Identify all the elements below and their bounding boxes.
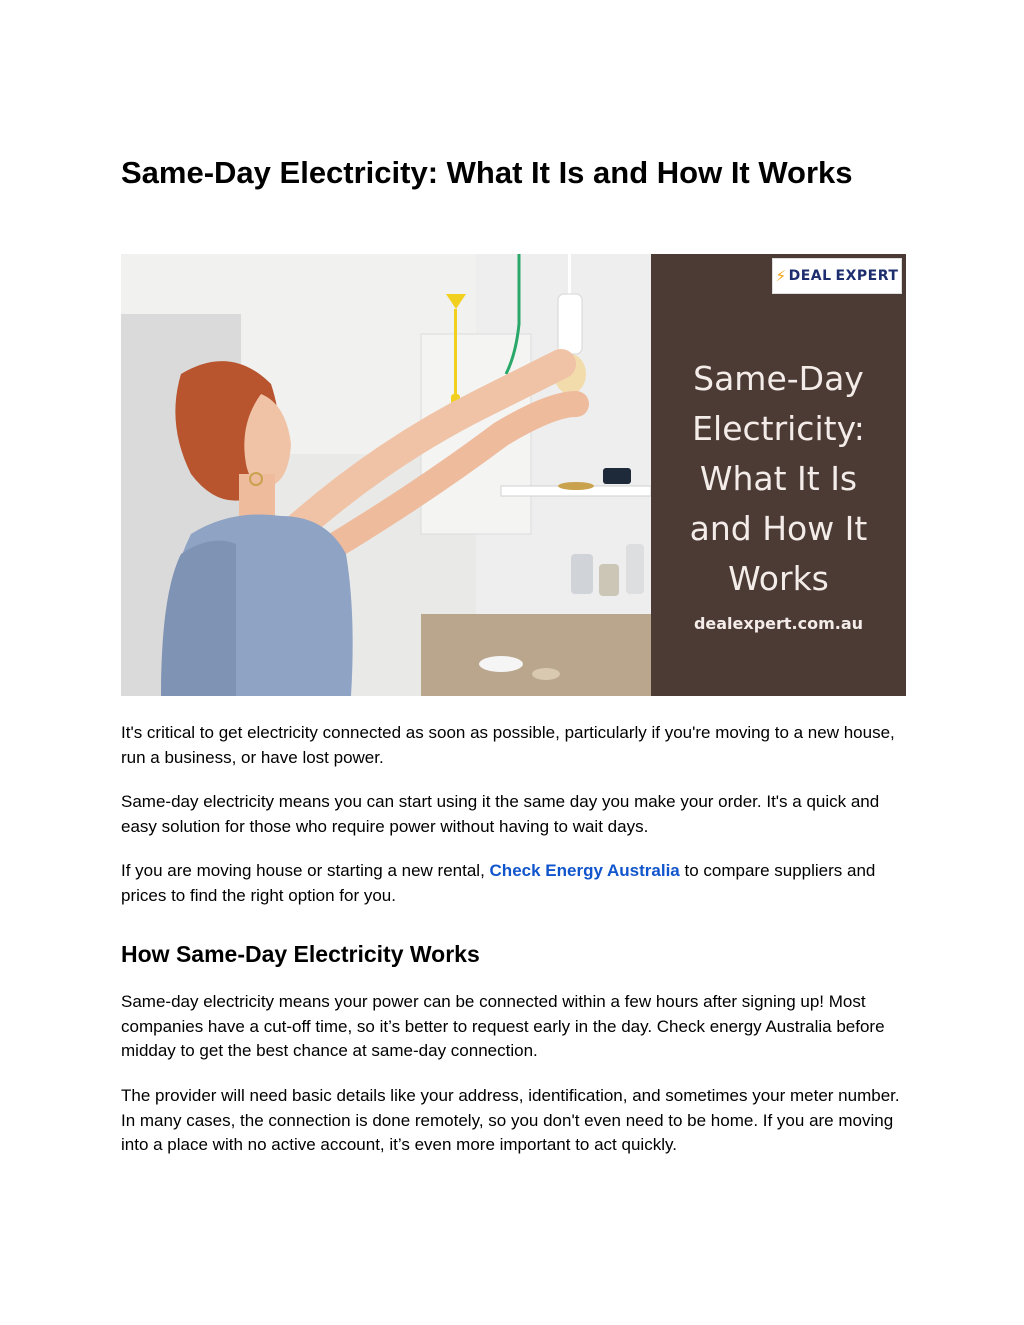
check-energy-australia-link[interactable]: Check Energy Australia [489, 861, 680, 880]
section-heading: How Same-Day Electricity Works [121, 941, 480, 967]
photo-illustration [121, 254, 651, 696]
intro-paragraph-3 [121, 859, 906, 908]
link-paragraph-after: to compare suppliers and prices to find the right option for you. [121, 861, 876, 905]
logo-text-expert: EXPERT [835, 268, 899, 284]
logo-text-deal: DEAL [788, 268, 832, 284]
section-paragraph-2: The provider will need basic details like your address, identification, and sometimes your meter number. In many cases, the connection is done remotely, so you don't even need to be home. If you are moving into a place with no active account, it’s even more important to act quickly. [121, 1086, 900, 1154]
intro-paragraph-2: Same-day electricity means you can start using it the same day you make your order. It's a quick and easy solution for those who require power without having to wait days. [121, 792, 880, 836]
lightning-icon: ⚡ [775, 267, 787, 285]
intro-paragraph-1: It's critical to get electricity connected as soon as possible, particularly if you're moving to a new house, run a business, or have lost power. [121, 723, 895, 767]
hero-heading: Same-Day Electricity: What It Is and How It Works [689, 359, 868, 598]
hero-title-panel [651, 254, 906, 696]
deal-expert-logo [772, 258, 902, 294]
hero-url: dealexpert.com.au [693, 614, 864, 633]
hero-image [121, 254, 906, 696]
link-paragraph-before: If you are moving house or starting a new rental, [121, 861, 490, 880]
article-title: Same-Day Electricity: What It Is and How It Works [121, 155, 853, 190]
section-paragraph-1: Same-day electricity means your power can be connected within a few hours after signing up! Most companies have a cut-off time, so it’s better to request early in the day. Check energy Australia before midday to get the best chance at same-day connection. [121, 992, 885, 1060]
